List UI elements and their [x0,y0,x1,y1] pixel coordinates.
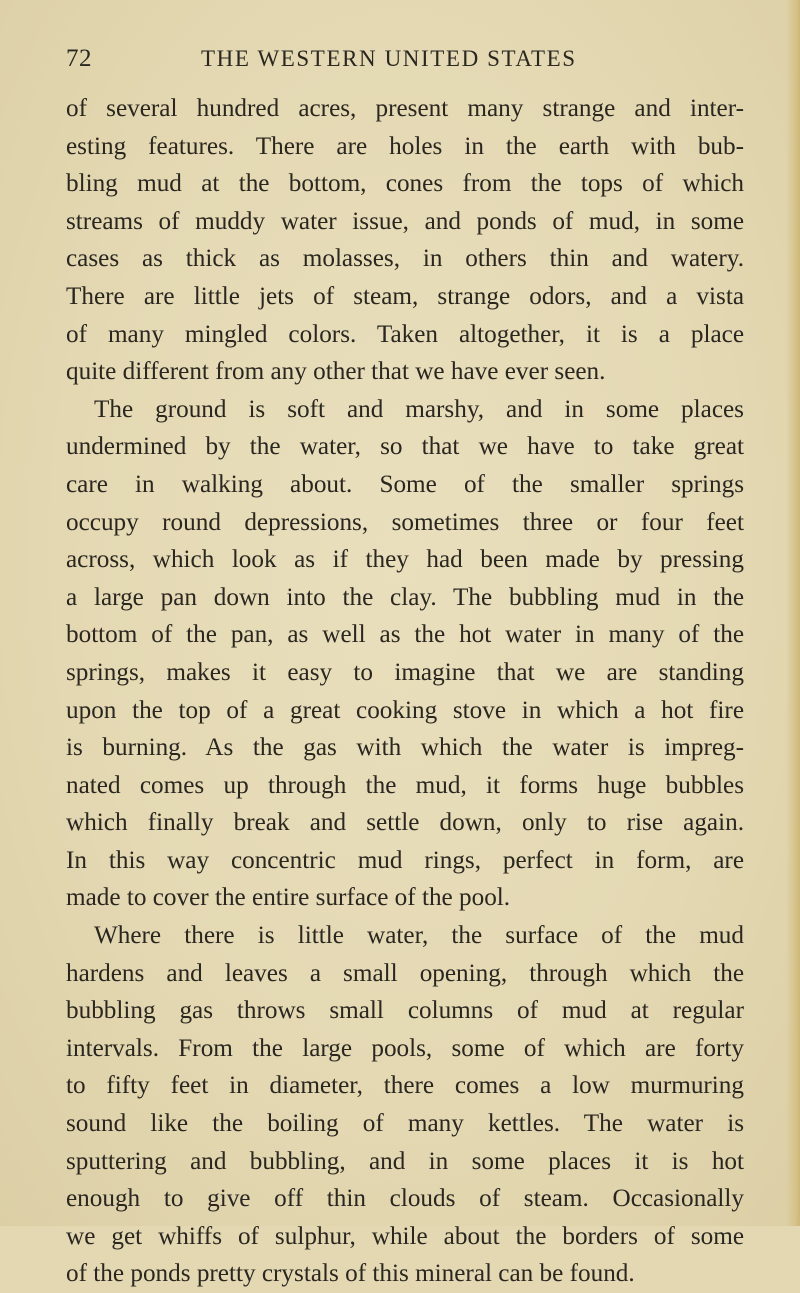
text-line: across, which look as if they had been made by pressing [66,546,744,574]
text-line: sputtering and bubbling, and in some places it is hot [66,1147,744,1175]
page-number: 72 [66,45,92,72]
text-line: cases as thick as molasses, in others thin and watery. [66,245,744,273]
text-line: of the ponds pretty crystals of this mineral can be found. [66,1260,635,1288]
text-line: is burning. As the gas with which the water is impreg- [66,734,744,762]
text-line: care in walking about. Some of the smaller springs [66,470,744,498]
text-line: springs, makes it easy to imagine that we are standing [66,658,744,686]
text-line: of several hundred acres, present many strange and inter- [66,95,744,122]
text-line: made to cover the entire surface of the pool. [66,884,511,912]
text-line: undermined by the water, so that we have to take great [66,433,744,461]
text-line: which finally break and settle down, only to rise again. [66,809,744,837]
text-line: sound like the boiling of many kettles. The water is [66,1110,744,1138]
text-line: upon the top of a great cooking stove in which a hot fire [66,696,744,724]
text-line: esting features. There are holes in the earth with bub- [66,132,744,160]
running-title: THE WESTERN UNITED STATES [201,46,577,71]
text-line: streams of muddy water issue, and ponds of mud, in some [66,207,744,235]
text-line: enough to give off thin clouds of steam. Occasionally [66,1185,744,1213]
running-head [66,44,600,78]
text-line: bubbling gas throws small columns of mud at regular [66,997,744,1025]
text-line: to fifty feet in diameter, there comes a low murmuring [66,1072,744,1100]
text-line: hardens and leaves a small opening, through which the [66,959,744,987]
text-line: of many mingled colors. Taken altogether, it is a place [66,320,744,348]
text-line: nated comes up through the mud, it forms huge bubbles [66,771,744,799]
text-line: bottom of the pan, as well as the hot water in many of the [66,621,744,649]
text-line: we get whiffs of sulphur, while about the borders of some [66,1222,744,1250]
text-line: There are little jets of steam, strange odors, and a vista [66,282,744,310]
text-line: In this way concentric mud rings, perfect in form, are [66,846,744,874]
text-line: The ground is soft and marshy, and in some places [94,395,744,423]
text-line: Where there is little water, the surface of the mud [94,922,744,950]
text-line: a large pan down into the clay. The bubbling mud in the [66,583,744,611]
text-line: intervals. From the large pools, some of which are forty [66,1034,744,1062]
page-edge-shadow [786,0,800,1226]
body-text [66,90,744,1293]
text-line: quite different from any other that we have ever seen. [66,358,606,386]
text-line: occupy round depressions, sometimes three or four feet [66,508,744,536]
text-line: bling mud at the bottom, cones from the tops of which [66,170,744,198]
